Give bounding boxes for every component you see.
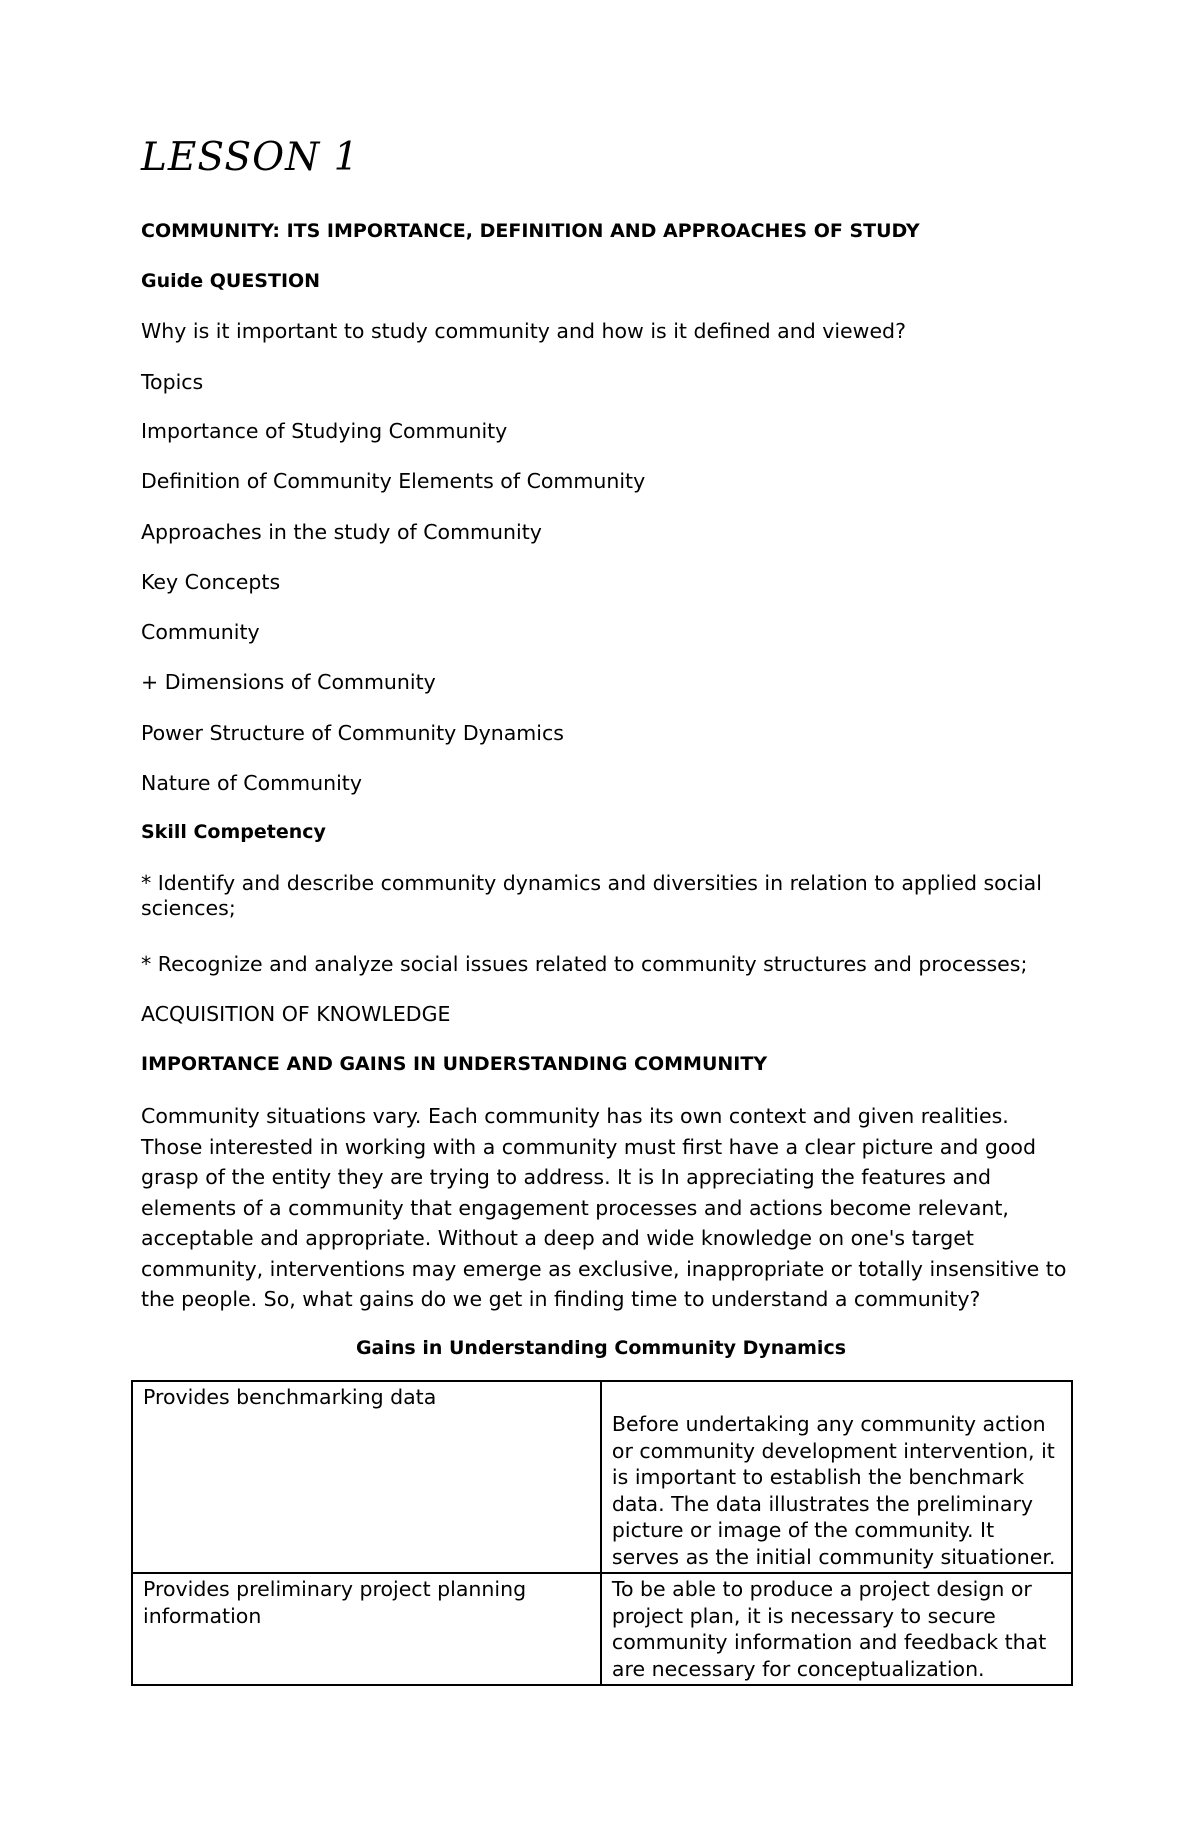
topic-item: Definition of Community Elements of Community — [141, 469, 646, 493]
key-concept-item: Community — [141, 620, 260, 644]
description-text: Before undertaking any community action or community development intervention, it is important to establish the benchmark data. The data illustrates the preliminary picture or image of the community. It serves as the initial community situationer. — [611, 1412, 1056, 1569]
topics-label: Topics — [141, 370, 204, 394]
table-cell-description — [601, 1381, 1072, 1573]
key-concept-item: Nature of Community — [141, 771, 362, 795]
key-concepts-label: Key Concepts — [141, 570, 281, 594]
intro-paragraph: Community situations vary. Each community has its own context and given realities. Those interested in working with a community must first have a clear picture and good grasp of the entity they are trying to address. It is In appreciating the features and elements of a community that engagement processes and actions become relevant, acceptable and appropriate. Without a deep and wide knowledge on one's target community, interventions may emerge as exclusive, inappropriate or totally insensitive to the people. So, what gains do we get in finding time to understand a community? — [141, 1104, 1067, 1311]
key-concept-item: Power Structure of Community Dynamics — [141, 721, 564, 745]
main-heading: COMMUNITY: ITS IMPORTANCE, DEFINITION AND APPROACHES OF STUDY — [141, 220, 920, 242]
skill-item: * Recognize and analyze social issues related to community structures and processes; — [141, 952, 1028, 976]
table-cell-gain: Provides benchmarking data — [132, 1381, 601, 1573]
topic-item: Approaches in the study of Community — [141, 520, 542, 544]
acquisition-label: ACQUISITION OF KNOWLEDGE — [141, 1002, 451, 1026]
table-row — [132, 1573, 1072, 1685]
skill-competency-label: Skill Competency — [141, 821, 326, 843]
guide-question-label: Guide QUESTION — [141, 270, 321, 292]
table-cell-gain: Provides preliminary project planning information — [132, 1573, 601, 1685]
table-cell-description: To be able to produce a project design or project plan, it is necessary to secure community information and feedback that are necessary for conceptualization. — [601, 1573, 1072, 1685]
table-caption: Gains in Understanding Community Dynamics — [355, 1337, 847, 1359]
skill-item: * Identify and describe community dynamics and diversities in relation to applied social sciences; — [141, 871, 1042, 920]
section-heading: IMPORTANCE AND GAINS IN UNDERSTANDING COMMUNITY — [141, 1053, 768, 1075]
lesson-title: LESSON 1 — [141, 135, 360, 180]
guide-question: Why is it important to study community and how is it defined and viewed? — [141, 319, 906, 343]
table-row — [132, 1381, 1072, 1573]
topic-item: Importance of Studying Community — [141, 419, 508, 443]
gains-table — [131, 1380, 1073, 1686]
key-concept-item: + Dimensions of Community — [141, 670, 436, 694]
